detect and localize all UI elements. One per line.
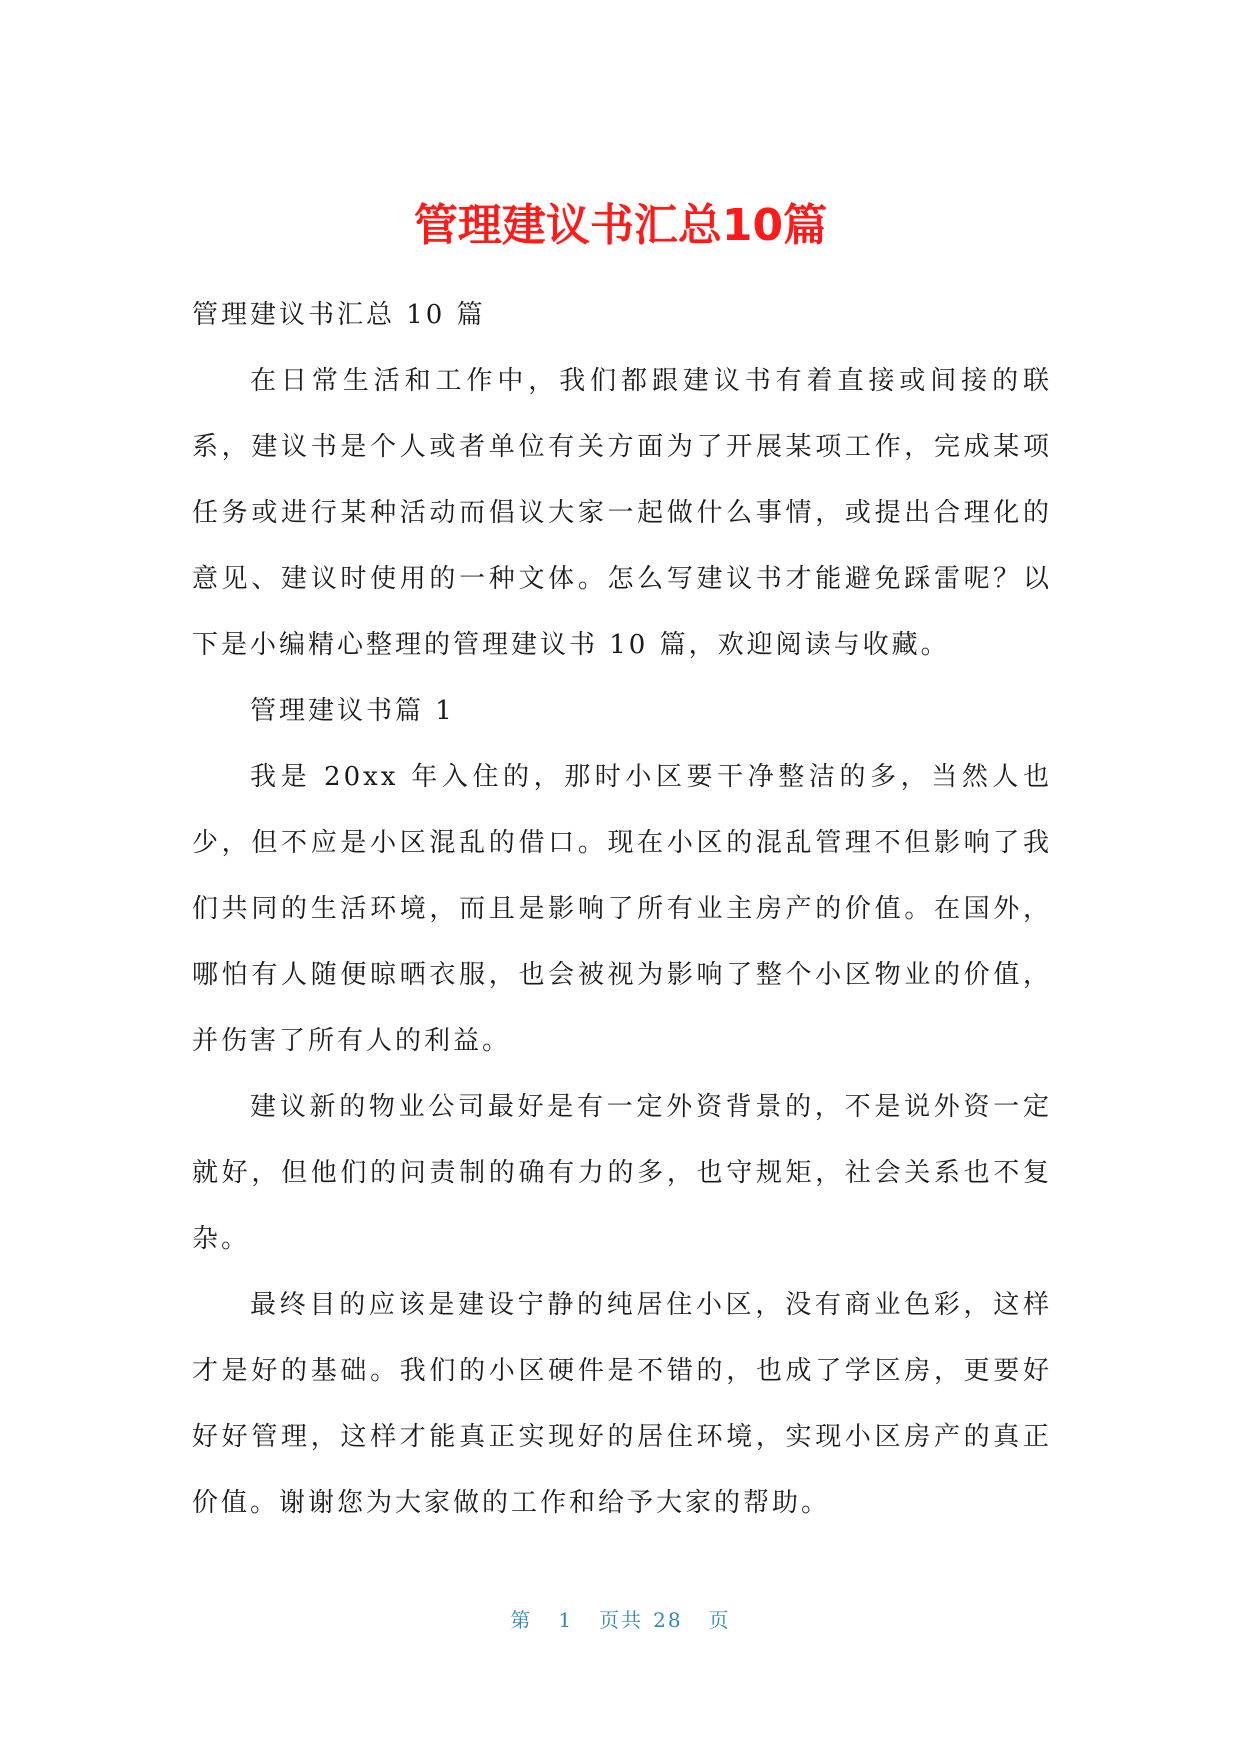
intro-paragraph: 在日常生活和工作中，我们都跟建议书有着直接或间接的联系，建议书是个人或者单位有关方面为了开展某项工作，完成某项任务或进行某种活动而倡议大家一起做什么事情，或提出合理化的意见、建议时使用的一种文体。怎么写建议书才能避免踩雷呢？以下是小编精心整理的管理建议书 10 篇，欢迎阅读与收藏。 xyxy=(192,366,1052,660)
footer-total-pages: 28 xyxy=(653,1608,683,1632)
footer-mid: 页共 xyxy=(599,1608,644,1632)
section-heading: 管理建议书篇 1 xyxy=(250,696,455,726)
body-paragraph: 最终目的应该是建设宁静的纯居住小区，没有商业色彩，这样才是好的基础。我们的小区硬件是不错的，也成了学区房，更要好好好管理，这样才能真正实现好的居住环境，实现小区房产的真正价值。谢谢您为大家做的工作和给予大家的帮助。 xyxy=(192,1290,1052,1518)
page-footer xyxy=(0,1605,1241,1635)
footer-page-number: 1 xyxy=(558,1608,574,1632)
footer-suffix: 页 xyxy=(708,1608,731,1632)
document-body xyxy=(192,282,1052,1536)
body-paragraph: 我是 20xx 年入住的，那时小区要干净整洁的多，当然人也少，但不应是小区混乱的借口。现在小区的混乱管理不但影响了我们共同的生活环境，而且是影响了所有业主房产的价值。在国外，哪怕有人随便晾晒衣服，也会被视为影响了整个小区物业的价值，并伤害了所有人的利益。 xyxy=(192,762,1052,1056)
body-paragraph: 建议新的物业公司最好是有一定外资背景的，不是说外资一定就好，但他们的问责制的确有力的多，也守规矩，社会关系也不复杂。 xyxy=(192,1092,1052,1254)
document-subtitle: 管理建议书汇总 10 篇 xyxy=(192,300,486,330)
footer-prefix: 第 xyxy=(510,1608,533,1632)
document-title: 管理建议书汇总10篇 xyxy=(413,200,828,251)
